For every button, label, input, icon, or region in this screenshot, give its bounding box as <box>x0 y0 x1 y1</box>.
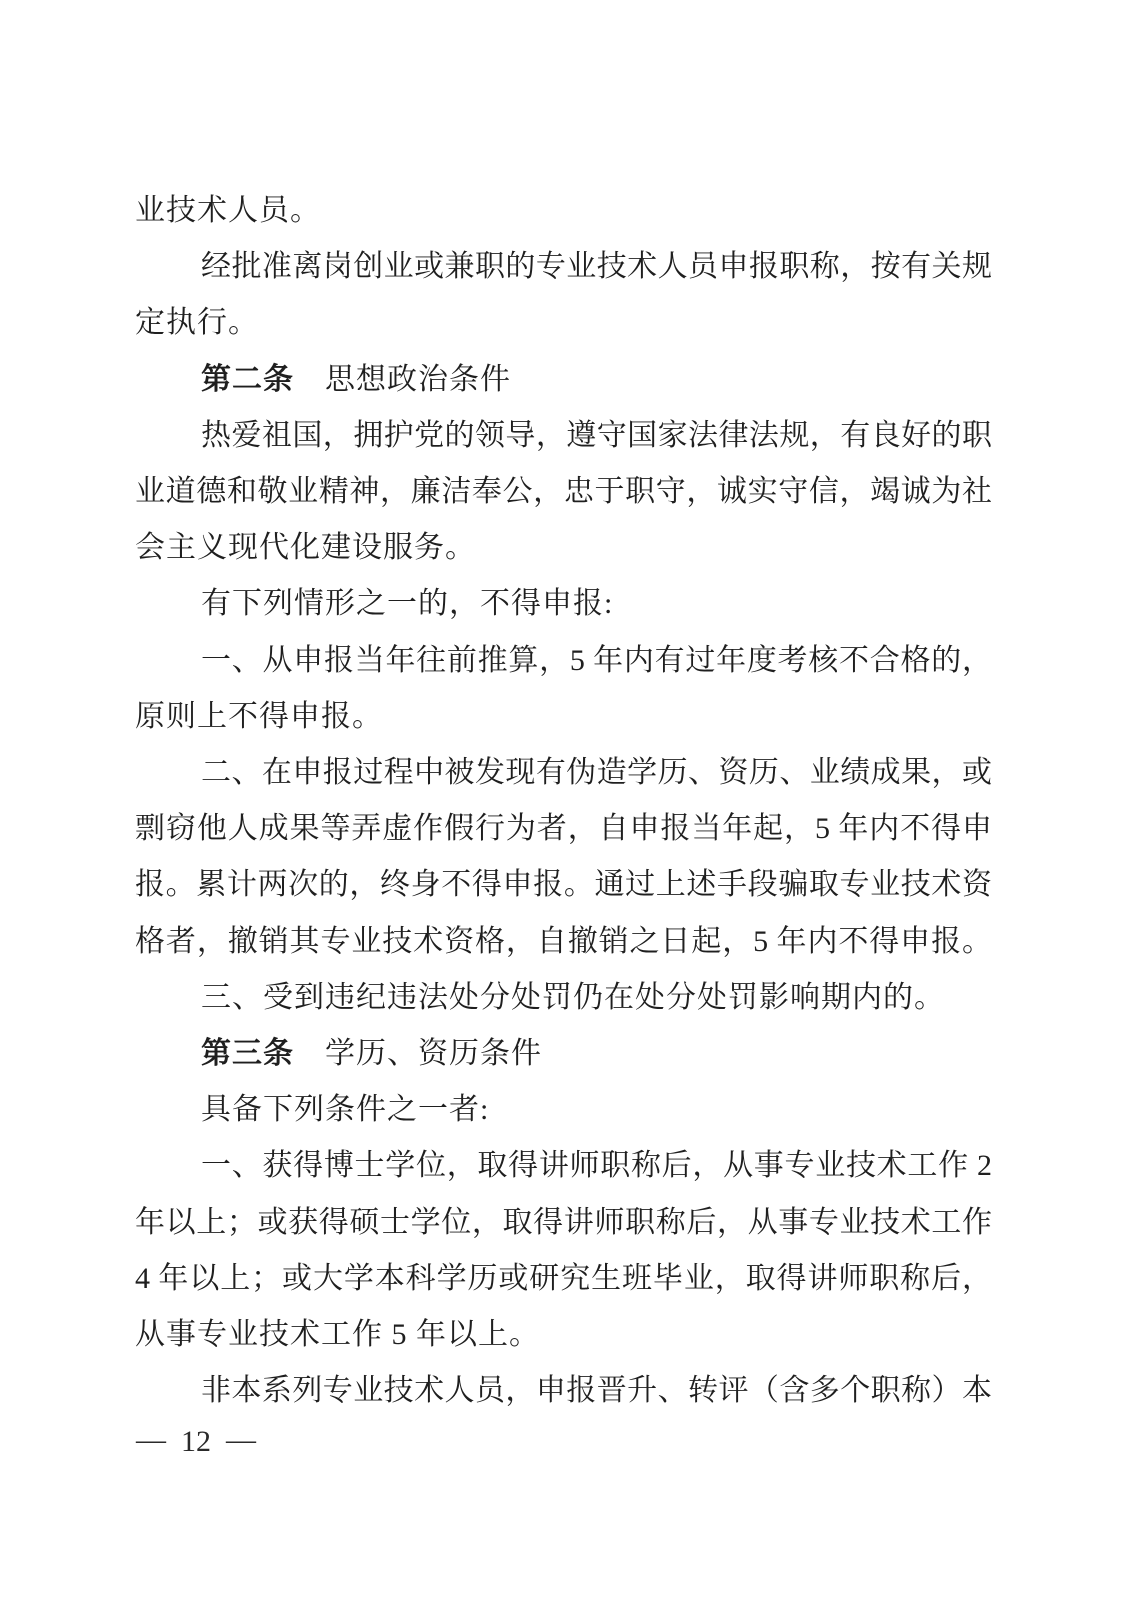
text-line: 有下列情形之一的，不得申报: <box>201 587 614 621</box>
footer-right-dash: — <box>226 1423 256 1456</box>
text-line: 一、从申报当年往前推算，5 年内有过年度考核不合格的， <box>201 643 992 677</box>
text-line: 年以上；或获得硕士学位，取得讲师职称后，从事专业技术工作 <box>135 1205 992 1239</box>
article-number: 第三条 <box>201 1037 294 1071</box>
article-heading-line: 第三条 学历、资历条件 <box>201 1037 542 1071</box>
text-line: 二、在申报过程中被发现有伪造学历、资历、业绩成果，或 <box>201 756 992 790</box>
document-body <box>135 183 992 1419</box>
text-line: 从事专业技术工作 5 年以上。 <box>135 1318 540 1352</box>
text-line: 4 年以上；或大学本科学历或研究生班毕业，取得讲师职称后， <box>135 1261 992 1295</box>
text-line: 原则上不得申报。 <box>135 699 383 733</box>
text-line: 热爱祖国，拥护党的领导，遵守国家法律法规，有良好的职 <box>201 418 992 452</box>
text-line: 经批准离岗创业或兼职的专业技术人员申报职称，按有关规 <box>201 250 992 284</box>
footer-left-dash: — <box>136 1423 166 1456</box>
text-line: 会主义现代化建设服务。 <box>135 531 476 565</box>
text-line: 非本系列专业技术人员，申报晋升、转评（含多个职称）本 <box>201 1374 992 1408</box>
page-footer <box>136 1424 256 1460</box>
text-line: 一、获得博士学位，取得讲师职称后，从事专业技术工作 2 <box>201 1149 992 1183</box>
text-line: 业技术人员。 <box>135 194 321 227</box>
text-line: 三、受到违纪违法处分处罚仍在处分处罚影响期内的。 <box>201 980 945 1014</box>
article-heading-line: 第二条 思想政治条件 <box>201 362 511 396</box>
text-line: 定执行。 <box>135 306 259 340</box>
text-line: 业道德和敬业精神，廉洁奉公，忠于职守，诚实守信，竭诚为社 <box>135 475 992 509</box>
text-line: 格者，撤销其专业技术资格，自撤销之日起，5 年内不得申报。 <box>135 924 992 958</box>
text-line: 报。累计两次的，终身不得申报。通过上述手段骗取专业技术资 <box>135 868 992 902</box>
text-line: 剽窃他人成果等弄虚作假行为者，自申报当年起，5 年内不得申 <box>135 812 992 846</box>
footer-page-number: 12 <box>181 1425 211 1458</box>
article-number: 第二条 <box>201 362 294 396</box>
text-line: 具备下列条件之一者: <box>201 1093 490 1127</box>
